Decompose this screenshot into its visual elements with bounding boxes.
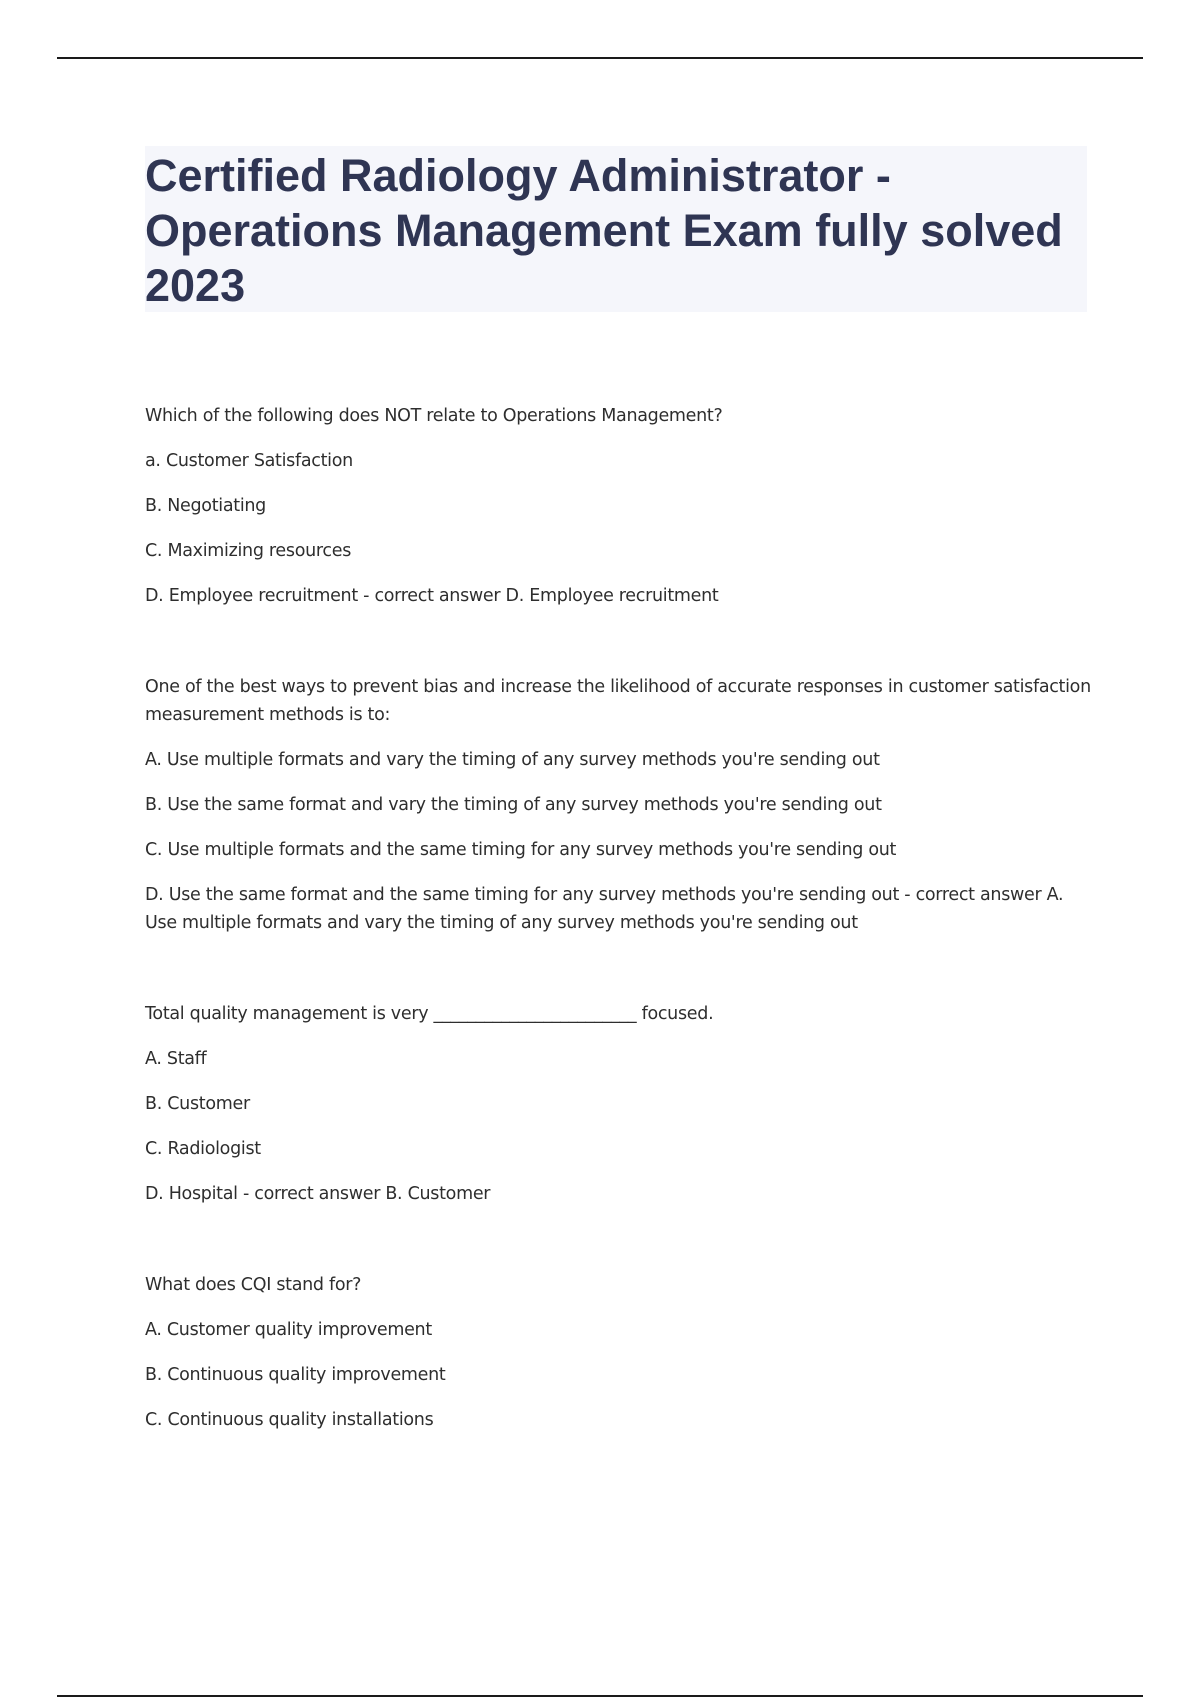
answer-option-c: C. Continuous quality installations	[145, 1410, 434, 1430]
answer-option-a: A. Staff	[145, 1049, 207, 1069]
answer-option-a: A. Use multiple formats and vary the timing of any survey methods you're sending out	[145, 750, 880, 770]
answer-option-d: D. Use the same format and the same timing for any survey methods you're sending out - correct answer A. Use multiple formats and vary the timing of any survey methods you're sending out	[145, 885, 1064, 933]
answer-option-b: B. Continuous quality improvement	[145, 1365, 446, 1385]
answer-option-d: D. Employee recruitment - correct answer D. Employee recruitment	[145, 586, 719, 606]
answer-option-c: C. Use multiple formats and the same timing for any survey methods you're sending out	[145, 840, 897, 860]
answer-option-b: B. Negotiating	[145, 496, 266, 516]
answer-option-a: a. Customer Satisfaction	[145, 451, 353, 471]
question-3	[145, 1000, 1095, 1208]
answer-option-a: A. Customer quality improvement	[145, 1320, 432, 1340]
answer-option-b: B. Customer	[145, 1094, 250, 1114]
answer-option-b: B. Use the same format and vary the timing of any survey methods you're sending out	[145, 795, 882, 815]
question-text: Which of the following does NOT relate to Operations Management?	[145, 406, 723, 426]
top-rule	[57, 57, 1143, 59]
answer-option-d: D. Hospital - correct answer B. Customer	[145, 1184, 491, 1204]
question-text: One of the best ways to prevent bias and increase the likelihood of accurate responses in customer satisfaction measurement methods is to:	[145, 677, 1091, 725]
title-banner	[145, 146, 1087, 312]
question-list	[145, 402, 1095, 1497]
answer-option-c: C. Radiologist	[145, 1139, 261, 1159]
bottom-rule	[57, 1695, 1143, 1697]
question-4	[145, 1271, 1095, 1434]
question-2	[145, 673, 1095, 937]
answer-option-c: C. Maximizing resources	[145, 541, 352, 561]
document-title: Certified Radiology Administrator - Operations Management Exam fully solved 2023	[145, 150, 1063, 311]
question-text: What does CQI stand for?	[145, 1275, 362, 1295]
question-1	[145, 402, 1095, 610]
question-text: Total quality management is very ________________________ focused.	[145, 1004, 714, 1024]
